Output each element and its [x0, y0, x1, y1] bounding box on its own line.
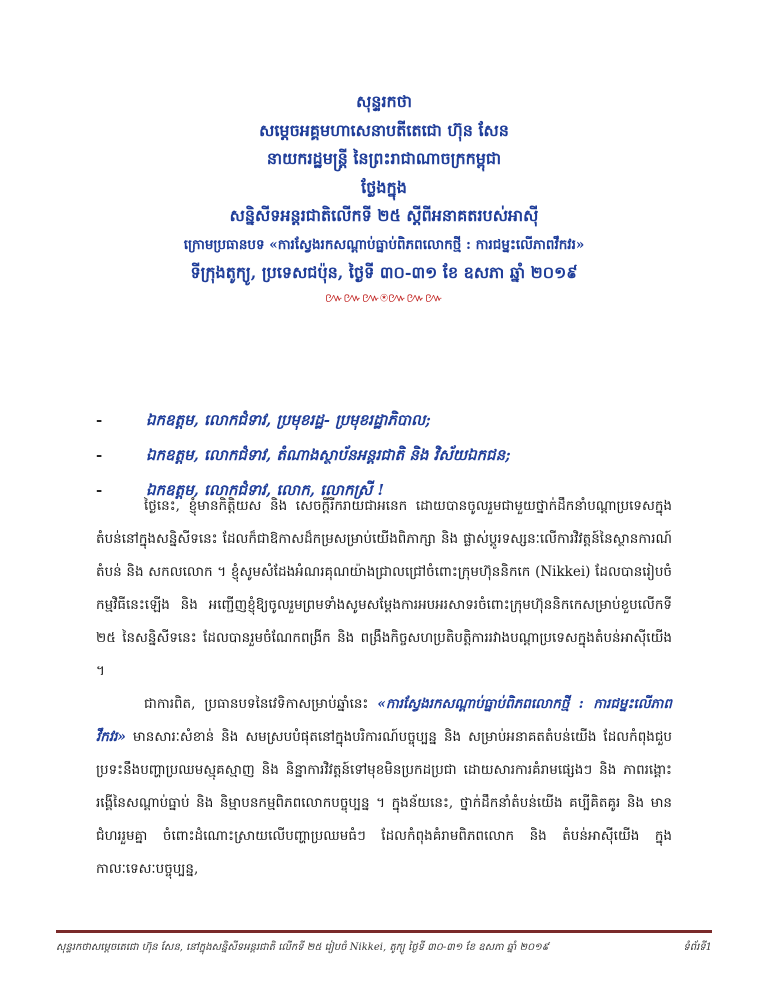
footer-citation: សុន្ទរកថាសម្តេចតេជោ ហ៊ុន សែន, នៅក្នុងសន្និសីទអន្តរជាតិ លើកទី ២៥ រៀបចំ Nikkei, តូក្យូ ថ្ងៃទី ៣០-៣១ ខែ ឧសភា ឆ្នាំ ២០១៩ [56, 942, 549, 953]
bullet-dash: - [96, 481, 103, 499]
speaker-position: នាយករដ្ឋមន្ត្រី នៃព្រះរាជាណាចក្រកម្ពុជា [266, 149, 502, 168]
salutation-text: ឯកឧត្តម, លោកជំទាវ, តំណាងស្ថាប័នអន្តរជាតិ និង វិស័យឯកជន; [146, 446, 511, 464]
speech-heading [0, 88, 768, 310]
speech-body [96, 490, 672, 886]
paragraph-lead: ជាការពិត, ប្រធានបទនៃវេទិកាសម្រាប់ឆ្នាំនេះ [144, 696, 378, 712]
paragraph-rest: មានសារៈសំខាន់ និង សមស្របបំផុតនៅក្នុងបរិការណ៍បច្ចុប្បន្ន និង សម្រាប់អនាគតតំបន់យើង ដែលកំពុងជួបប្រទះនឹងបញ្ហាប្រឈមស្មុគស្មាញ និង និន្នាការវិវត្តន៍ទៅមុខមិនប្រកដប្រជា ដោយសារការគំរាមផ្សេងៗ និង ភាពរង្គោះរង្គើនៃសណ្តាប់ធ្នាប់ និង និម្មាបនកម្មពិភពលោកបច្ចុប្បន្ន ។ ក្នុងន័យនេះ, ថ្នាក់ដឹកនាំតំបន់យើង គប្បីគិតគូរ និង មានជំហររួមគ្នា ចំពោះដំណោះស្រាយលើបញ្ហាប្រឈមធំៗ ដែលកំពុងគំរាមពិភពលោក និង តំបន់អាស៊ីយើង ក្នុងកាលៈទេសៈបច្ចុប្បន្ន, [96, 729, 672, 877]
salutation-text: ឯកឧត្តម, លោកជំទាវ, ប្រមុខរដ្ឋ- ប្រមុខរដ្ឋាភិបាល; [146, 411, 431, 429]
page-footer [56, 940, 712, 955]
speech-title: សុន្ទរកថា [356, 92, 412, 111]
salutation-item [96, 446, 736, 481]
theme-emphasis: «ការស្វែងរកសណ្តាប់ធ្នាប់ពិភពលោកថ្មី : ការជម្នះលើភាពវឹកវរ» [96, 696, 672, 745]
page-number: ទំព័រទី1 [683, 942, 712, 953]
ornament-divider: ៚៚៚⍟៚៚៚ [324, 290, 444, 306]
occasion-label: ថ្លែងក្នុង [361, 177, 407, 197]
place-date: ទីក្រុងតូក្យូ, ប្រទេសជប៉ុន, ថ្ងៃទី ៣០-៣១ ខែ ឧសភា ឆ្នាំ ២០១៩ [190, 263, 578, 282]
speaker-name: សម្តេចអគ្គមហាសេនាបតីតេជោ ហ៊ុន សែន [259, 120, 509, 140]
event-theme: ក្រោមប្រធានបទ «ការស្វែងរកសណ្តាប់ធ្នាប់ពិភពលោកថ្មី : ការជម្នះលើភាពវឹកវរ» [183, 236, 585, 253]
salutation-text: ឯកឧត្តម, លោកជំទាវ, លោក, លោកស្រី ! [146, 481, 385, 499]
body-paragraph [96, 688, 672, 886]
salutation-item [96, 411, 736, 446]
bullet-dash: - [96, 411, 103, 429]
footer-divider [56, 930, 712, 933]
body-paragraph: ថ្ងៃនេះ, ខ្ញុំមានកិត្តិយស និង សេចក្តីរីករាយជាអនេក ដោយបានចូលរួមជាមួយថ្នាក់ដឹកនាំបណ្តាប្រទេសក្នុងតំបន់នៅក្នុងសន្និសីទនេះ ដែលក៏ជាឱកាសដ៏កម្រសម្រាប់យើងពិភាក្សា និង ផ្លាស់ប្តូរទស្សនៈលើការវិវត្តន៍នៃស្ថានការណ៍តំបន់ និង សកលលោក ។ ខ្ញុំសូមសំដែងអំណរគុណយ៉ាងជ្រាលជ្រៅចំពោះក្រុមហ៊ុននិកកេ (Nikkei) ដែលបានរៀបចំកម្មវិធីនេះឡើង និង អញ្ជើញខ្ញុំឱ្យចូលរួមព្រមទាំងសូមសម្តែងការអបអរសាទរចំពោះក្រុមហ៊ុននិកកេសម្រាប់ខួបលើកទី ២៥ នៃសន្និសីទនេះ ដែលបានរួមចំណែកពង្រីក និង ពង្រឹងកិច្ចសហប្រតិបត្តិការរវាងបណ្តាប្រទេសក្នុងតំបន់អាស៊ីយើង ។ [96, 498, 672, 679]
bullet-dash: - [96, 446, 103, 464]
event-name: សន្និសីទអន្តរជាតិលើកទី ២៥ ស្តីពីអនាគតរបស់អាស៊ី [229, 206, 539, 225]
